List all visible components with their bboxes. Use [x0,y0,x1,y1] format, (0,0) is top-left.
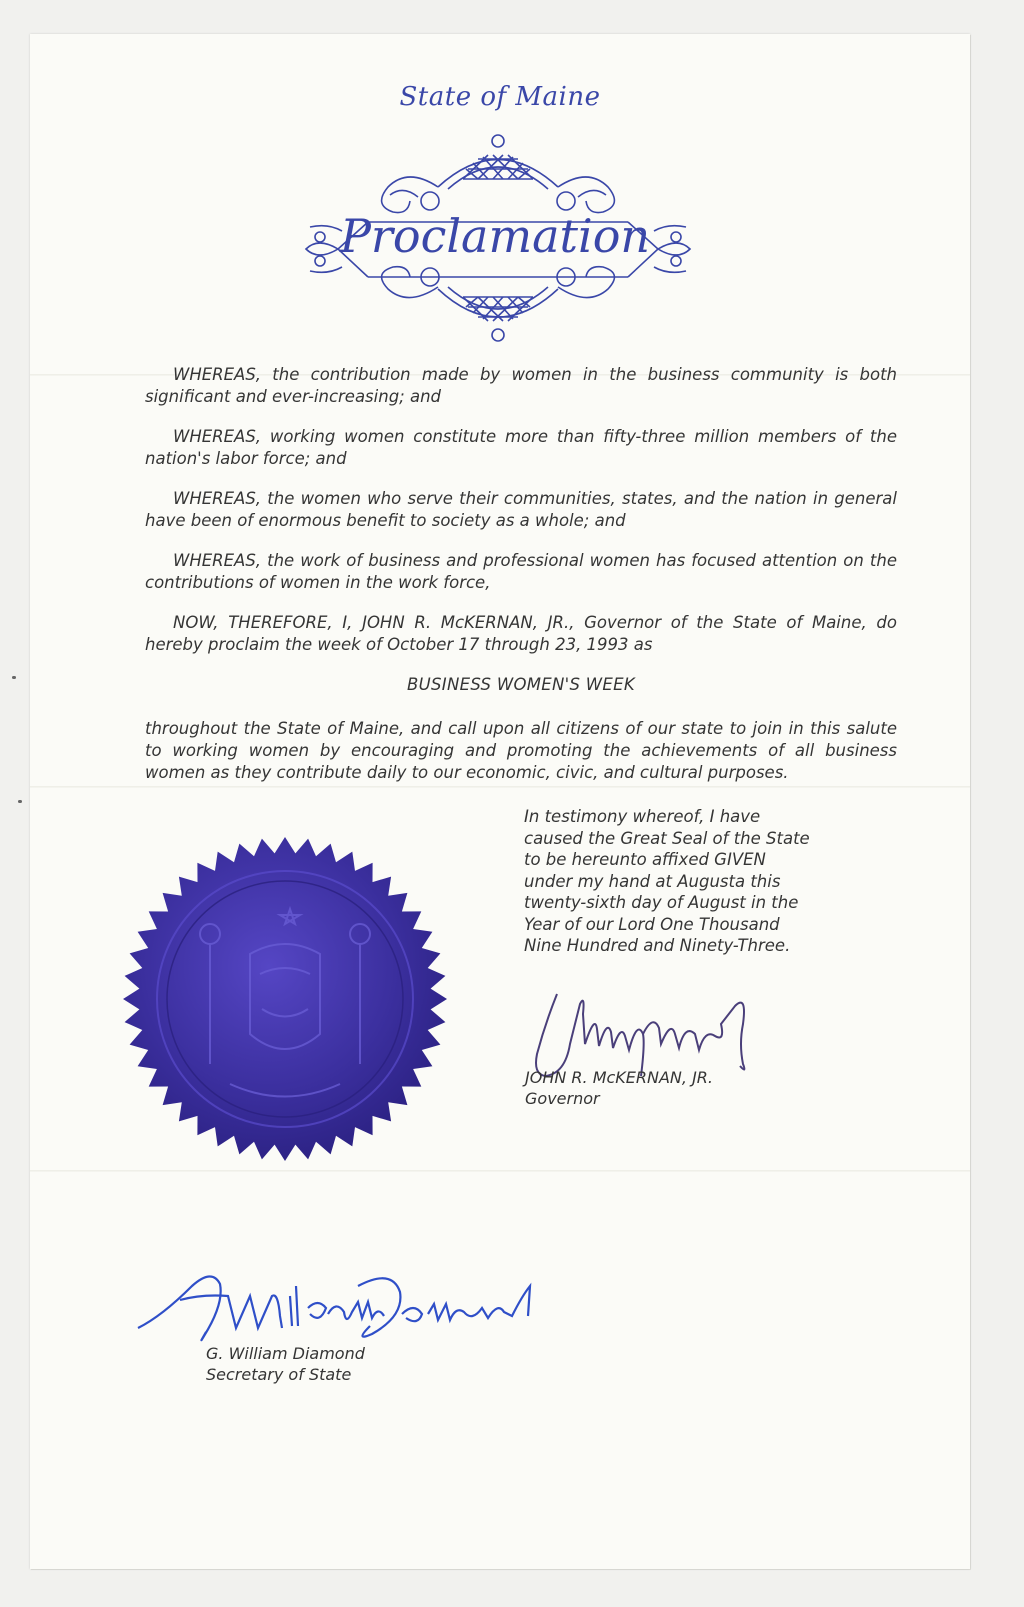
secretary-block [206,1343,365,1385]
governor-name: JOHN R. McKERNAN, JR. [525,1068,713,1087]
proclamation-body [145,364,897,802]
testimony-line: caused the Great Seal of the State [524,828,810,848]
testimony-line: under my hand at Augusta this [524,871,781,891]
closing-paragraph: throughout the State of Maine, and call upon all citizens of our state to join in this salute to working women by encouraging and promoting the achievements of all business women as they contribute daily to our economic, civic, and cultural purposes. [145,719,897,782]
whereas-paragraph-3: WHEREAS, the women who serve their communities, states, and the nation in general have been of enormous benefit to society as a whole; and [145,489,897,530]
governor-block [525,1067,713,1109]
secretary-title: Secretary of State [206,1365,352,1384]
testimony-line: to be hereunto affixed GIVEN [524,850,766,869]
proclamation-sheet [30,34,970,1569]
whereas-paragraph-2: WHEREAS, working women constitute more than fifty-three million members of the nation's labor force; and [145,427,897,468]
whereas-paragraph-4: WHEREAS, the work of business and professional women has focused attention on the contributions of women in the work force, [145,551,897,592]
testimony-block [524,806,814,957]
therefore-paragraph: NOW, THEREFORE, I, JOHN R. McKERNAN, JR., Governor of the State of Maine, do hereby proclaim the week of October 17 through 23, 1993 as [145,613,897,654]
great-seal-icon [120,834,450,1164]
proclamation-title: Proclamation [339,209,651,263]
secretary-name: G. William Diamond [206,1344,365,1363]
testimony-line: twenty-sixth day of August in the [524,893,799,912]
governor-title: Governor [525,1089,600,1108]
fold-line [30,1170,970,1172]
whereas-paragraph-1: WHEREAS, the contribution made by women in the business community is both significant and ever-increasing; and [145,365,897,406]
testimony-line: In testimony whereof, I have [524,807,761,826]
testimony-line: Nine Hundred and Ninety-Three. [524,936,791,955]
proclaimed-week-title: BUSINESS WOMEN'S WEEK [407,675,635,694]
state-heading: State of Maine [399,82,601,112]
secretary-signature [132,1256,552,1346]
testimony-line: Year of our Lord One Thousand [524,914,780,934]
scan-speck [18,800,22,803]
scan-speck [12,676,16,679]
